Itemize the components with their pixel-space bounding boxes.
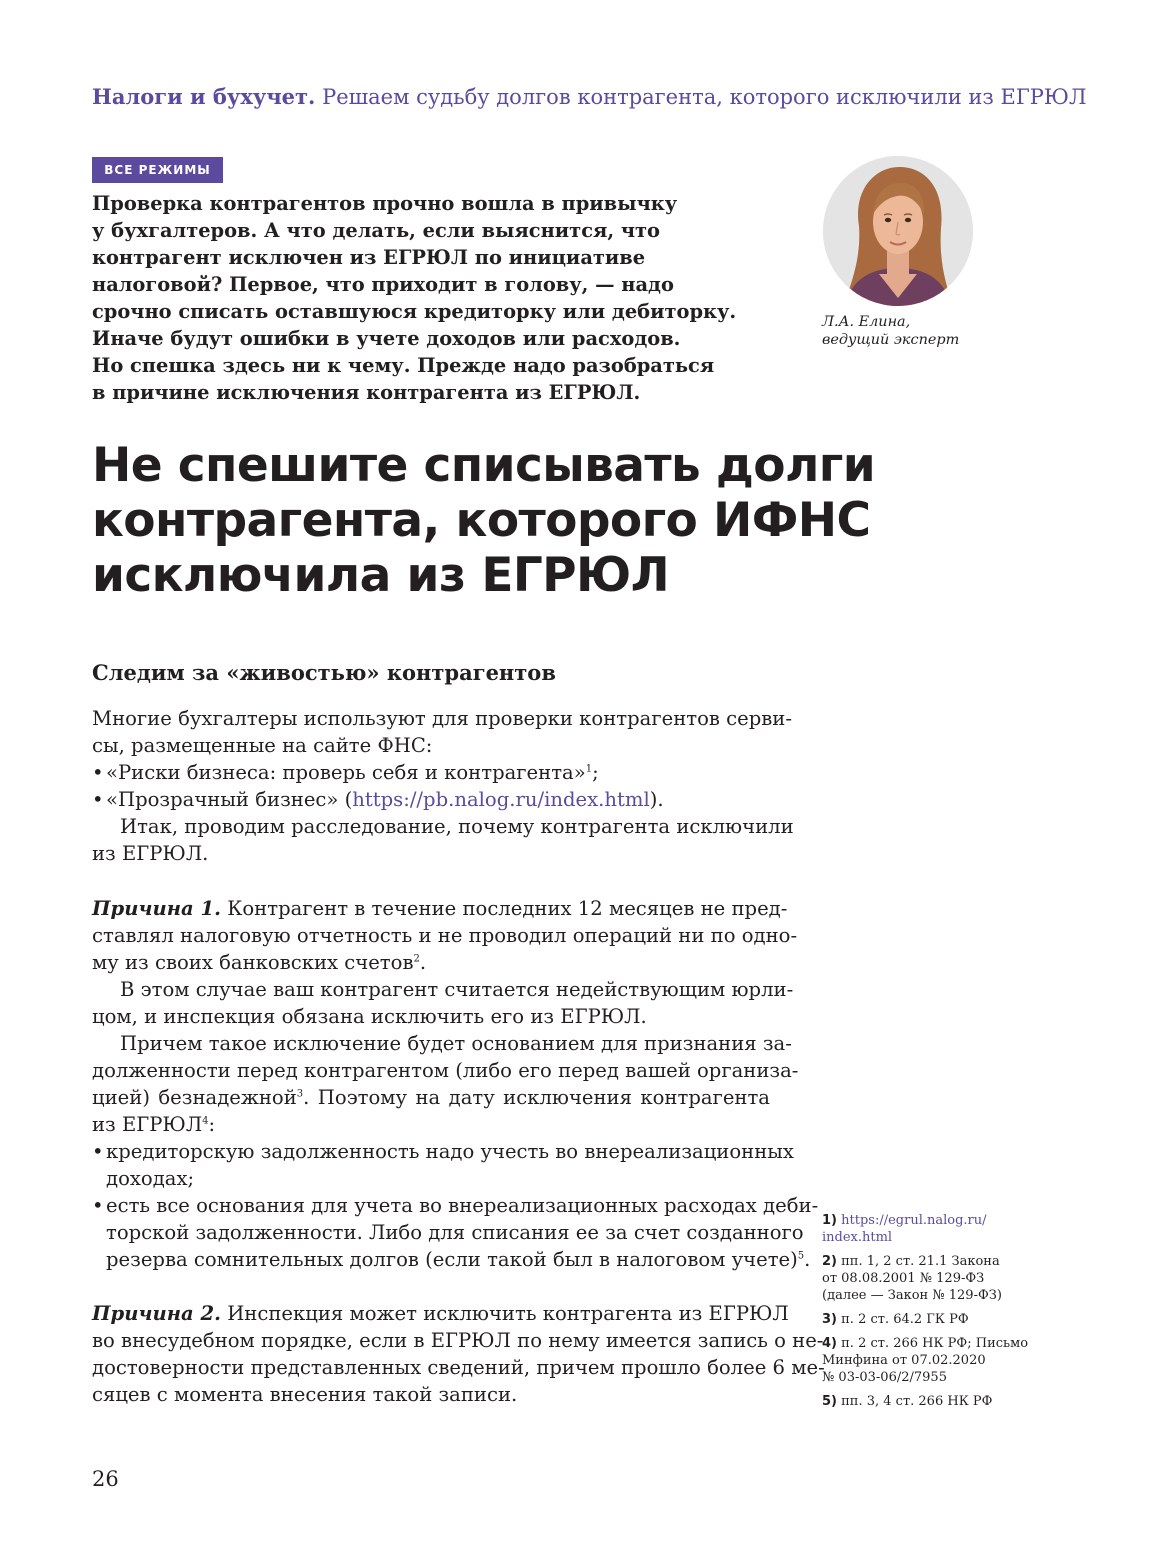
footnote-number: 3)	[822, 1312, 837, 1327]
list-item: • кредиторскую задолженность надо учесть во внереализационных	[92, 1138, 770, 1165]
footnote-number: 4)	[822, 1336, 837, 1351]
list-item-continuation: резерва сомнительных долгов (если такой был в налоговом учете)$^5$.	[106, 1248, 811, 1271]
footnote-ref[interactable]: 3	[296, 1088, 304, 1100]
list-item: • «Риски бизнеса: проверь себя и контрагента»$^1$;	[92, 759, 770, 786]
footnote-1	[822, 1212, 1037, 1246]
reason-line: В этом случае ваш контрагент считается недействующим юрли-	[120, 978, 794, 1001]
list-item: • «Прозрачный бизнес» (https://pb.nalog.ru/index.html).	[92, 786, 770, 813]
reason-line: Причем такое исключение будет основанием для признания за-	[120, 1032, 792, 1055]
lead-line: налоговой? Первое, что приходит в голову, — надо	[92, 273, 674, 296]
lead-line: в причине исключения контрагента из ЕГРЮЛ.	[92, 381, 641, 404]
footnote-number: 1)	[822, 1213, 837, 1228]
footnote-ref[interactable]: 4	[202, 1115, 209, 1127]
article-title-line: исключила из ЕГРЮЛ	[92, 548, 670, 603]
reason-1-label: Причина 1.	[92, 897, 221, 920]
list-item-continuation: торской задолженности. Либо для списания ее за счет созданного	[106, 1221, 804, 1244]
reason-2-block	[92, 1300, 825, 1408]
regime-badge: ВСЕ РЕЖИМЫ	[92, 157, 223, 183]
reason-line: му из своих банковских счетов$^2$.	[92, 951, 427, 974]
intro-line: из ЕГРЮЛ.	[92, 842, 209, 865]
author-photo	[823, 156, 973, 306]
lead-line: Но спешка здесь ни к чему. Прежде надо разобраться	[92, 354, 715, 377]
lead-line: Иначе будут ошибки в учете доходов или расходов.	[92, 327, 681, 350]
reason-line: ставлял налоговую отчетность и не проводил операций ни по одно-	[92, 924, 798, 947]
running-head	[92, 84, 1086, 110]
egrul-link-continuation[interactable]: index.html	[822, 1230, 893, 1245]
running-head-section: Налоги и бухучет.	[92, 84, 316, 109]
running-head-title: Решаем судьбу долгов контрагента, которого исключили из ЕГРЮЛ	[322, 85, 1087, 109]
footnote-4: 4) п. 2 ст. 266 НК РФ; Письмо Минфина от 07.02.2020 № 03-03-06/2/7955	[822, 1336, 1029, 1385]
footnotes	[822, 1212, 1037, 1417]
reason-line: достоверности представленных сведений, причем прошло более 6 ме-	[92, 1356, 825, 1379]
intro-line: Итак, проводим расследование, почему контрагента исключили	[120, 815, 794, 838]
section-heading: Следим за «живостью» контрагентов	[92, 660, 556, 685]
page-number: 26	[92, 1467, 119, 1491]
lead-line: у бухгалтеров. А что делать, если выяснится, что	[92, 219, 660, 242]
footnote-2: 2) пп. 1, 2 ст. 21.1 Закона от 08.08.2001 № 129-ФЗ (далее — Закон № 129-ФЗ)	[822, 1254, 1002, 1303]
reason-line: Причина 2. Инспекция может исключить контрагента из ЕГРЮЛ	[92, 1302, 789, 1325]
lead-line: Проверка контрагентов прочно вошла в привычку	[92, 192, 678, 215]
article-title-line: Не спешите списывать долги	[92, 438, 876, 493]
lead-line: контрагент исключен из ЕГРЮЛ по инициативе	[92, 246, 646, 269]
footnote-5: 5) пп. 3, 4 ст. 266 НК РФ	[822, 1394, 993, 1409]
footnote-ref[interactable]: 5	[797, 1250, 805, 1262]
footnote-number: 2)	[822, 1254, 837, 1269]
list-item-continuation: доходах;	[106, 1167, 195, 1190]
author-caption	[822, 313, 959, 349]
intro-line: Многие бухгалтеры используют для проверки контрагентов серви-	[92, 707, 792, 730]
reason-line: цией) безнадежной$^3$. Поэтому на дату исключения контрагента	[92, 1086, 770, 1109]
footnote-3: 3) п. 2 ст. 64.2 ГК РФ	[822, 1312, 969, 1327]
article-title-line: контрагента, которого ИФНС	[92, 493, 871, 548]
reason-line: из ЕГРЮЛ$^4$:	[92, 1113, 216, 1136]
footnote-number: 5)	[822, 1394, 837, 1409]
reason-line: Причина 1. Контрагент в течение последних 12 месяцев не пред-	[92, 897, 788, 920]
egrul-link[interactable]: https://egrul.nalog.ru/	[841, 1213, 987, 1228]
intro-line: сы, размещенные на сайте ФНС:	[92, 734, 433, 757]
lead-paragraph	[92, 190, 762, 406]
reason-line: долженности перед контрагентом (либо его перед вашей организа-	[92, 1059, 799, 1082]
author-portrait-illustration	[823, 156, 973, 306]
reason-line: цом, и инспекция обязана исключить его из ЕГРЮЛ.	[92, 1005, 647, 1028]
reason-1-block	[92, 895, 819, 1273]
reason-line: сяцев с момента внесения такой записи.	[92, 1383, 518, 1406]
reason-line: во внесудебном порядке, если в ЕГРЮЛ по нему имеется запись о не-	[92, 1329, 824, 1352]
author-name: Л.А. Елина,	[822, 314, 911, 330]
article-title	[92, 438, 875, 603]
author-role: ведущий эксперт	[822, 332, 960, 348]
footnote-ref[interactable]: 1	[585, 763, 593, 775]
reason-2-label: Причина 2.	[92, 1302, 221, 1325]
list-item: • есть все основания для учета во внереализационных расходах деби-	[92, 1192, 770, 1219]
lead-line: срочно списать оставшуюся кредиторку или дебиторку.	[92, 300, 737, 323]
pb-nalog-link[interactable]: https://pb.nalog.ru/index.html	[352, 788, 650, 811]
intro-block	[92, 705, 794, 867]
footnote-ref[interactable]: 2	[413, 953, 420, 965]
